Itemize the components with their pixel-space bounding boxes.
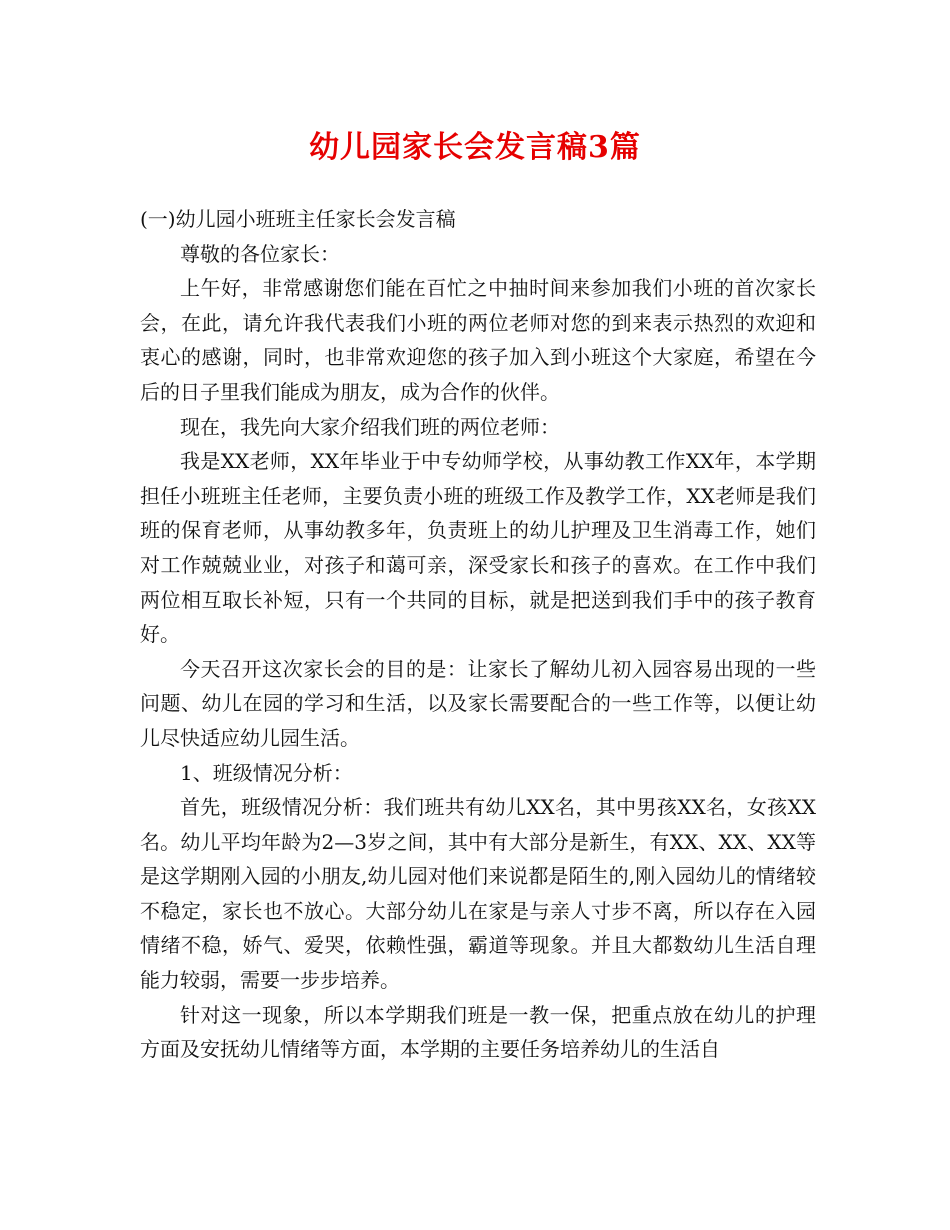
paragraph-response-plan: 针对这一现象，所以本学期我们班是一教一保，把重点放在幼儿的护理方面及安抚幼儿情绪等方面，本学期的主要任务培养幼儿的生活自 [140,1002,816,1062]
paragraph-meeting-purpose: 今天召开这次家长会的目的是：让家长了解幼儿初入园容易出现的一些问题、幼儿在园的学习和生活，以及家长需要配合的一些工作等，以便让幼儿尽快适应幼儿园生活。 [140,656,816,750]
paragraph-teacher-intro-lead: 现在，我先向大家介绍我们班的两位老师： [180,414,560,439]
paragraph-class-analysis: 首先，班级情况分析：我们班共有幼儿XX名，其中男孩XX名，女孩XX名。幼儿平均年龄为2—3岁之间，其中有大部分是新生，有XX、XX、XX等是这学期刚入园的小朋友,幼儿园对他们来说都是陌生的,刚入园幼儿的情绪较不稳定，家长也不放心。大部分幼儿在家是与亲人寸步不离，所以存在入园情绪不稳，娇气、爱哭，依赖性强，霸道等现象。并且大都数幼儿生活自理能力较弱，需要一步步培养。 [140,795,816,993]
paragraph-greeting: 上午好，非常感谢您们能在百忙之中抽时间来参加我们小班的首次家长会，在此，请允许我代表我们小班的两位老师对您的到来表示热烈的欢迎和衷心的感谢，同时，也非常欢迎您的孩子加入到小班这个大家庭，希望在今后的日子里我们能成为朋友，成为合作的伙伴。 [140,276,816,404]
document-body [140,202,816,1067]
document-title: 幼儿园家长会发言稿3篇 [309,130,641,165]
paragraph-subheading-class-analysis: 1、班级情况分析： [180,760,353,785]
paragraph-salutation: 尊敬的各位家长： [180,241,340,266]
section-heading: (一)幼儿园小班班主任家长会发言稿 [140,207,456,231]
paragraph-teacher-intro: 我是XX老师，XX年毕业于中专幼师学校，从事幼教工作XX年，本学期担任小班班主任老师，主要负责小班的班级工作及教学工作，XX老师是我们班的保育老师，从事幼教多年，负责班上的幼儿护理及卫生消毒工作，她们对工作兢兢业业，对孩子和蔼可亲，深受家长和孩子的喜欢。在工作中我们两位相互取长补短，只有一个共同的目标，就是把送到我们手中的孩子教育好。 [140,449,816,647]
